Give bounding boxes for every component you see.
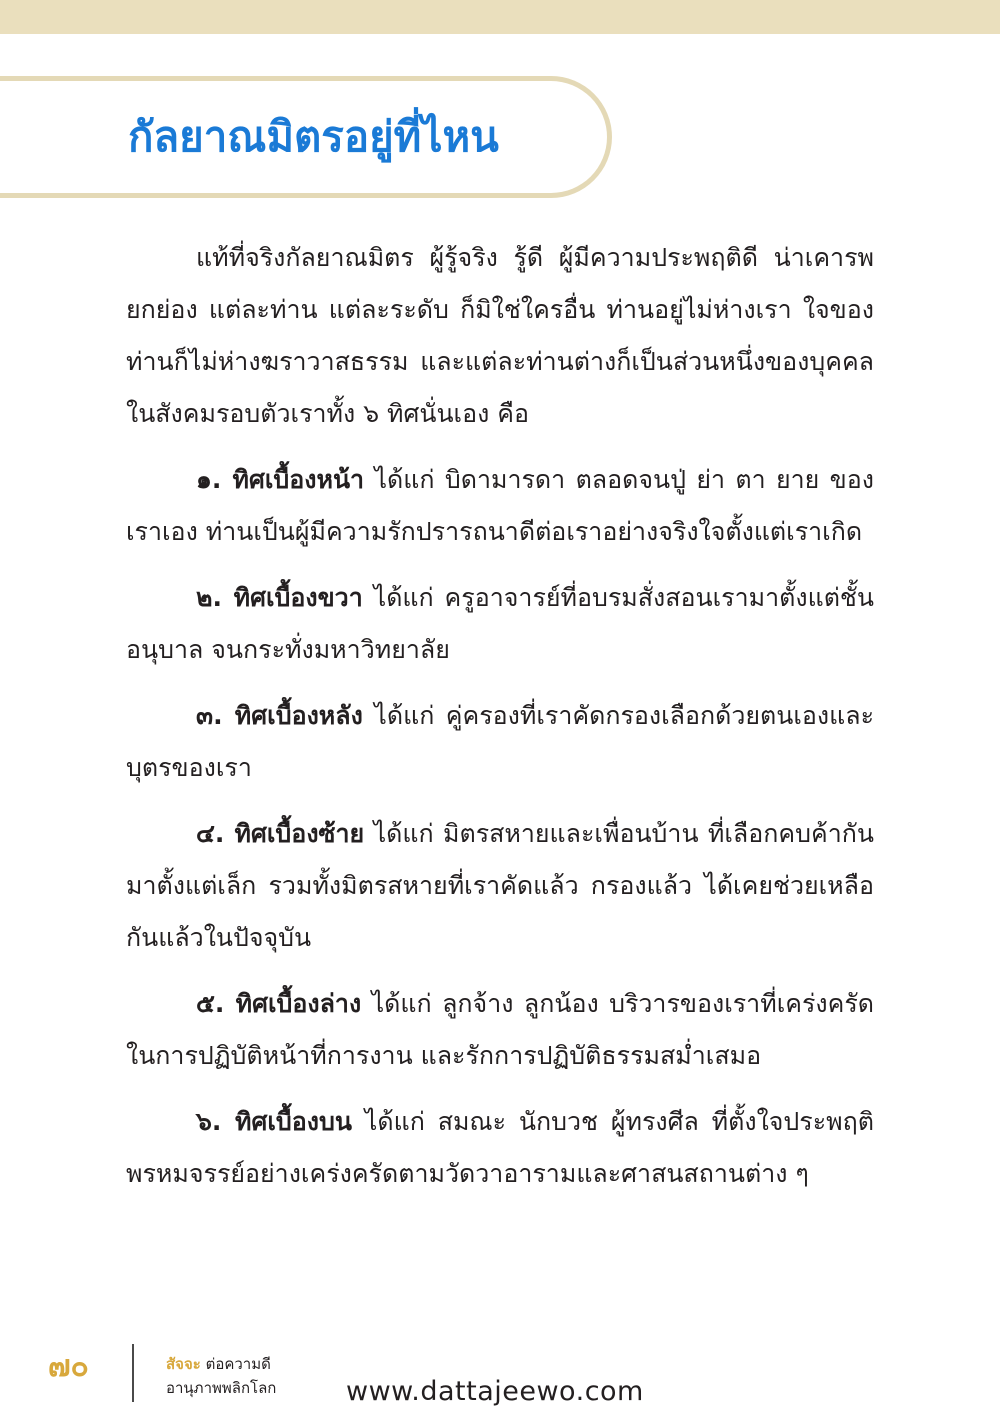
intro-paragraph: แท้ที่จริงกัลยาณมิตร ผู้รู้จริง รู้ดี ผู้มีความประพฤติดี น่าเคารพ ยกย่อง แต่ละท่าน แต่ละระดับ ก็มิใช่ใครอื่น ท่านอยู่ไม่ห่างเรา ใจของท่านก็ไม่ห่างฆราวาสธรรม และแต่ละท่านต่างก็เป็นส่วนหนึ่งของบุคคลในสังคมรอบตัวเราทั้ง ๖ ทิศนั่นเอง คือ xyxy=(126,243,874,428)
direction-heading: ๑. ทิศเบื้องหน้า xyxy=(196,465,365,494)
direction-text: ได้แก่ ครูอาจารย์ที่อบรมสั่งสอนเรามาตั้งแต่ชั้นอนุบาล จนกระทั่งมหาวิทยาลัย xyxy=(126,583,874,664)
top-decorative-band xyxy=(0,0,1000,34)
direction-heading: ๓. ทิศเบื้องหลัง xyxy=(196,701,363,730)
direction-text: ได้แก่ บิดามารดา ตลอดจนปู่ ย่า ตา ยาย ของเราเอง ท่านเป็นผู้มีความรักปรารถนาดีต่อเราอย่างจริงใจตั้งแต่เราเกิด xyxy=(126,465,874,546)
article-body xyxy=(126,232,874,1214)
direction-heading: ๔. ทิศเบื้องซ้าย xyxy=(196,819,365,848)
direction-item-above xyxy=(126,1096,874,1200)
direction-item-back xyxy=(126,690,874,794)
direction-item-front xyxy=(126,454,874,558)
footer-divider xyxy=(132,1344,134,1402)
direction-item-right xyxy=(126,572,874,676)
page-number: ๗๐ xyxy=(48,1349,89,1384)
direction-item-below xyxy=(126,978,874,1082)
direction-heading: ๒. ทิศเบื้องขวา xyxy=(196,583,363,612)
direction-item-left xyxy=(126,808,874,964)
book-title-highlight: สัจจะ xyxy=(166,1355,201,1373)
direction-text: ได้แก่ มิตรสหายและเพื่อนบ้าน ที่เลือกคบค้ากันมาตั้งแต่เล็ก รวมทั้งมิตรสหายที่เราคัดแล้ว กรองแล้ว ได้เคยช่วยเหลือกันแล้วในปัจจุบัน xyxy=(126,819,874,952)
book-title xyxy=(166,1352,276,1376)
direction-heading: ๕. ทิศเบื้องล่าง xyxy=(196,989,362,1018)
direction-text: ได้แก่ ลูกจ้าง ลูกน้อง บริวารของเราที่เคร่งครัดในการปฏิบัติหน้าที่การงาน และรักการปฏิบัติธรรมสม่ำเสมอ xyxy=(126,989,874,1070)
direction-heading: ๖. ทิศเบื้องบน xyxy=(196,1107,352,1136)
website-link[interactable]: www.dattajeewo.com xyxy=(346,1376,644,1407)
book-subtitle: อานุภาพพลิกโลก xyxy=(166,1379,277,1397)
direction-text: ได้แก่ สมณะ นักบวช ผู้ทรงศีล ที่ตั้งใจประพฤติพรหมจรรย์อย่างเคร่งครัดตามวัดวาอารามและศาสนสถานต่าง ๆ xyxy=(126,1107,874,1188)
book-title-rest: ต่อความดี xyxy=(205,1355,271,1373)
book-title-block xyxy=(166,1352,276,1400)
direction-text: ได้แก่ คู่ครองที่เราคัดกรองเลือกด้วยตนเองและบุตรของเรา xyxy=(126,701,875,782)
page-title: กัลยาณมิตรอยู่ที่ไหน xyxy=(128,112,499,161)
